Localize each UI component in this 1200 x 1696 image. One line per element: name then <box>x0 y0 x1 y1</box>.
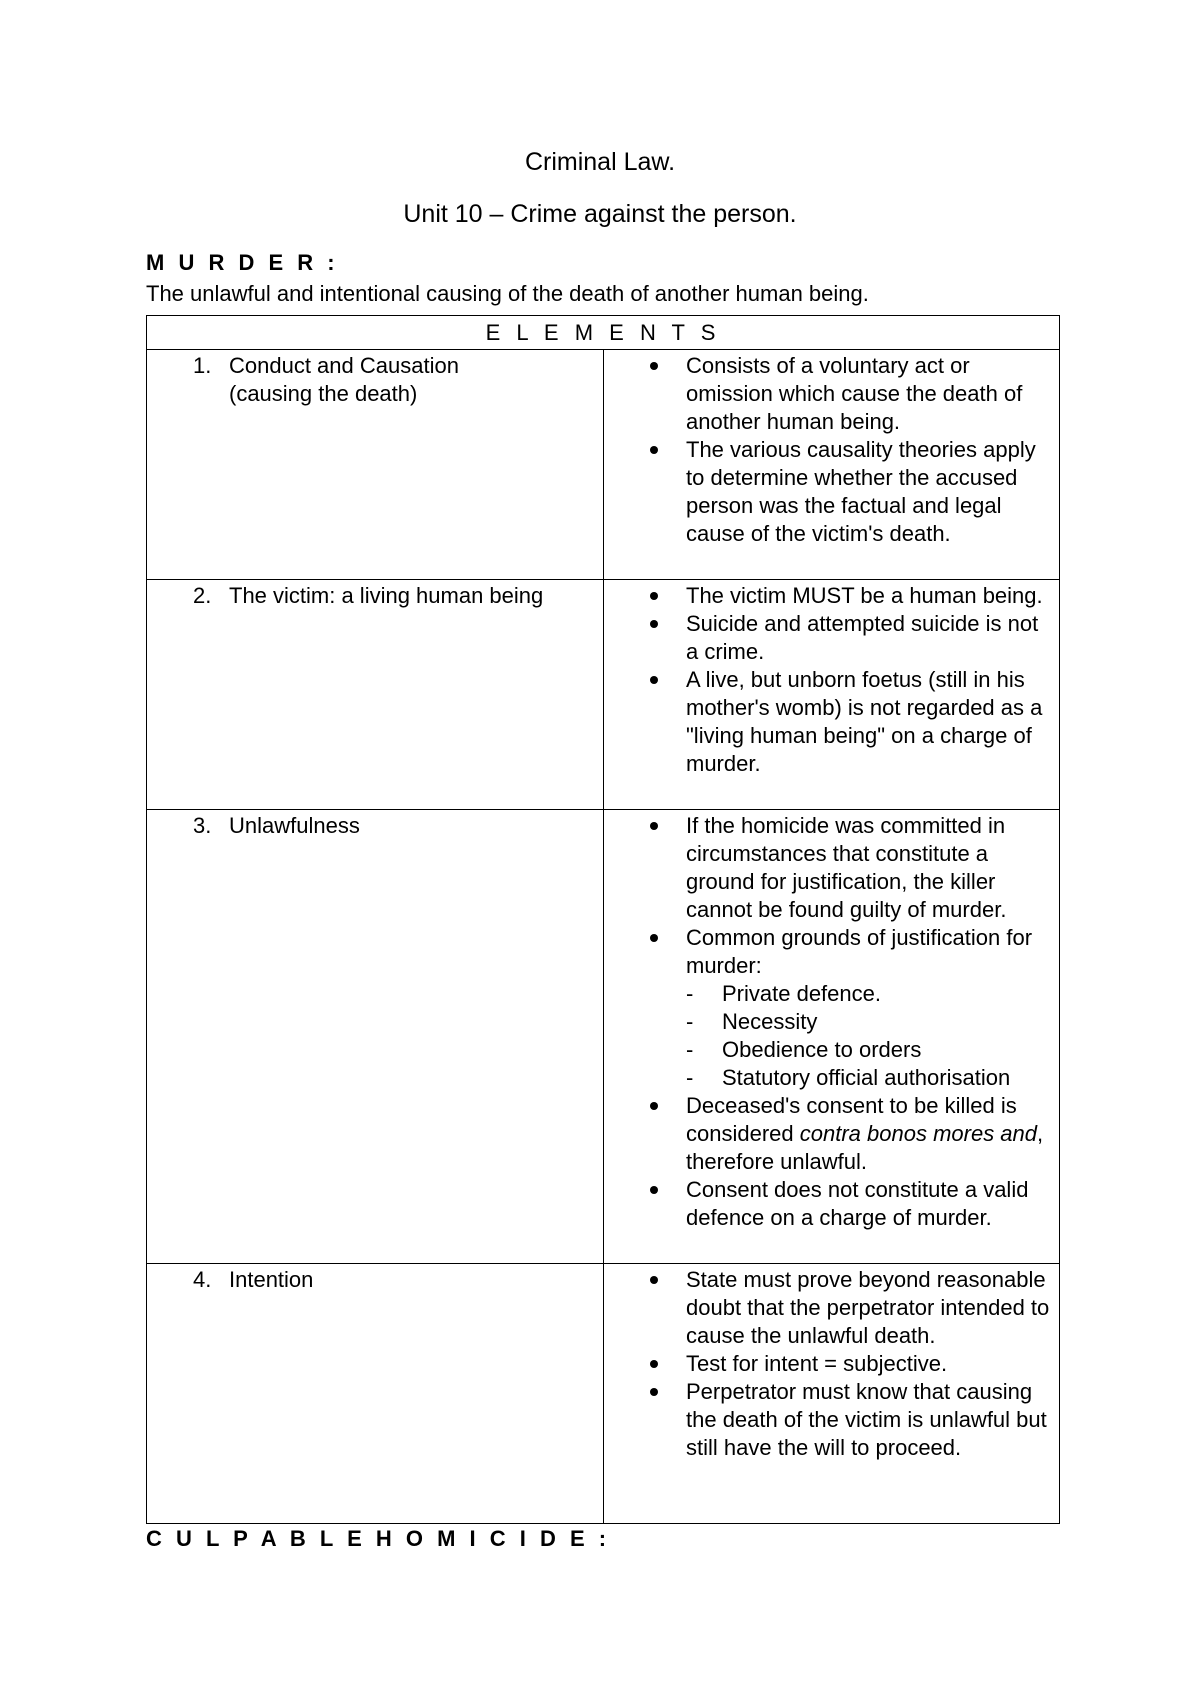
bullet-icon <box>650 446 658 454</box>
unit-title: Unit 10 – Crime against the person. <box>403 200 797 228</box>
list-item: - Necessity <box>686 1009 818 1034</box>
elements-header: E L E M E N T S <box>147 316 1060 350</box>
description-cell <box>604 1264 1060 1524</box>
table-row <box>147 1264 1060 1524</box>
document-title: Criminal Law. <box>524 148 676 176</box>
bullet-icon <box>650 676 658 684</box>
element-cell <box>147 580 604 810</box>
bullet-icon <box>650 934 658 942</box>
list-item: The various causality theories apply to determine whether the accused person was the factual and legal cause of the victim's death. <box>650 436 1053 548</box>
latin-phrase: contra bonos mores and <box>799 1121 1038 1146</box>
murder-heading: M U R D E R : <box>146 250 339 275</box>
list-item: - Statutory official authorisation <box>686 1065 1011 1090</box>
element-cell <box>147 350 604 580</box>
description-cell <box>604 350 1060 580</box>
justification-grounds-list <box>686 980 1053 1092</box>
table-row <box>147 580 1060 810</box>
element-number: 2. <box>193 583 212 608</box>
bullet-icon <box>650 620 658 628</box>
table-row <box>147 810 1060 1264</box>
table-row <box>147 350 1060 580</box>
list-item: If the homicide was committed in circumstances that constitute a ground for justification, the killer cannot be found guilty of murder. <box>650 812 1053 924</box>
bullet-icon <box>650 1388 658 1396</box>
element-sublabel: (causing the death) <box>229 381 418 406</box>
bullet-icon <box>650 1186 658 1194</box>
list-item: Deceased's consent to be killed is considered contra bonos mores and, therefore unlawful. <box>650 1092 1053 1176</box>
dash-icon: - <box>686 981 694 1006</box>
list-item: Consent does not constitute a valid defence on a charge of murder. <box>650 1176 1053 1232</box>
element-label: Unlawfulness <box>229 813 360 838</box>
list-item: - Private defence. <box>686 981 881 1006</box>
element-label: Conduct and Causation <box>229 353 459 378</box>
list-item: State must prove beyond reasonable doubt that the perpetrator intended to cause the unlawful death. <box>650 1266 1053 1350</box>
element-number: 4. <box>193 1267 212 1292</box>
bullet-icon <box>650 1360 658 1368</box>
list-item: Test for intent = subjective. <box>650 1350 1053 1378</box>
murder-definition: The unlawful and intentional causing of the death of another human being. <box>146 281 869 306</box>
element-number: 1. <box>193 353 212 378</box>
element-label: Intention <box>229 1267 314 1292</box>
list-item: Consists of a voluntary act or omission which cause the death of another human being. <box>650 352 1053 436</box>
dash-icon: - <box>686 1065 694 1090</box>
bullet-icon <box>650 822 658 830</box>
list-item: The victim MUST be a human being. <box>650 582 1053 610</box>
bullet-icon <box>650 1102 658 1110</box>
list-item: - Obedience to orders <box>686 1037 922 1062</box>
bullet-icon <box>650 592 658 600</box>
culpable-homicide-heading: C U L P A B L E H O M I C I D E : <box>146 1526 611 1551</box>
list-item: A live, but unborn foetus (still in his mother's womb) is not regarded as a "living human being" on a charge of murder. <box>650 666 1053 778</box>
element-label: The victim: a living human being <box>229 583 544 608</box>
element-cell <box>147 810 604 1264</box>
elements-table <box>146 315 1060 1524</box>
element-cell <box>147 1264 604 1524</box>
list-item: Perpetrator must know that causing the death of the victim is unlawful but still have the will to proceed. <box>650 1378 1053 1462</box>
description-cell <box>604 580 1060 810</box>
list-item: Common grounds of justification for murder: - Private defence. - Necessity - Obedience to orders - Statutory official authorisation <box>650 924 1053 1092</box>
bullet-icon <box>650 1276 658 1284</box>
element-number: 3. <box>193 813 212 838</box>
bullet-icon <box>650 362 658 370</box>
description-cell <box>604 810 1060 1264</box>
dash-icon: - <box>686 1037 694 1062</box>
dash-icon: - <box>686 1009 694 1034</box>
table-header-row <box>147 316 1060 350</box>
list-item: Suicide and attempted suicide is not a crime. <box>650 610 1053 666</box>
